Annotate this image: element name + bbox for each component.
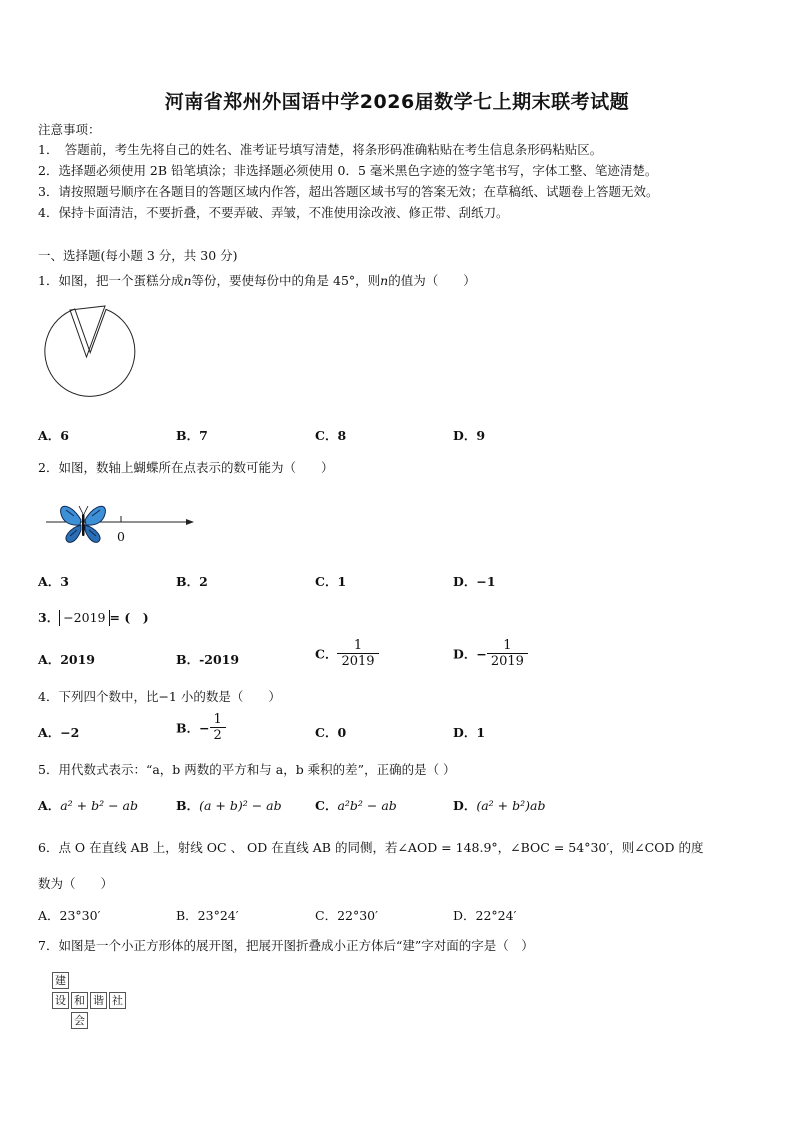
cake-figure (40, 300, 140, 405)
q6-option-a: A．23°30′ (38, 908, 101, 923)
q4-option-b: B．− $\frac{1}{2}$ (176, 712, 226, 743)
notice-heading: 注意事项： (38, 122, 101, 137)
question-3-stem: 3． −2019 = ( ) (38, 610, 149, 625)
question-6-stem-line-2: 数为（ ） (38, 876, 114, 891)
question-2-stem: 2．如图，数轴上蝴蝶所在点表示的数可能为（ ） (38, 460, 334, 475)
notice-item-4: 4．保持卡面清洁，不要折叠，不要弄破、弄皱，不准使用涂改液、修正带、刮纸刀。 (38, 205, 509, 220)
q2-option-b: B．2 (176, 574, 208, 589)
notice-item-3: 3．请按照题号顺序在各题目的答题区域内作答，超出答题区域书写的答案无效；在草稿纸、试题卷上答题无效。 (38, 184, 659, 199)
net-cell-xie: 谐 (90, 992, 107, 1009)
q5-option-c: C．a²b² − ab (315, 798, 397, 813)
net-cell-hui: 会 (71, 1012, 88, 1029)
section-heading: 一、选择题(每小题 3 分，共 30 分) (38, 248, 238, 263)
absolute-value-expression: −2019 (59, 610, 109, 626)
q2-option-a: A．3 (38, 574, 69, 589)
q4-option-c: C．0 (315, 725, 347, 740)
q3-option-b: B．-2019 (176, 652, 240, 667)
question-1-stem: 1．如图，把一个蛋糕分成n等份，要使每份中的角是 45°，则n的值为（ ） (38, 273, 476, 288)
page-title: 河南省郑州外国语中学2026届数学七上期末联考试题 (164, 91, 630, 113)
question-4-stem: 4．下列四个数中，比−1 小的数是（ ） (38, 689, 281, 704)
q5-option-d: D．(a² + b²)ab (453, 798, 546, 813)
q3-option-a: A．2019 (38, 652, 95, 667)
q1-option-b: B．7 (176, 428, 208, 443)
net-cell-jian: 建 (52, 972, 69, 989)
q1-option-d: D．9 (453, 428, 486, 443)
net-cell-she: 设 (52, 992, 69, 1009)
q1-option-c: C．8 (315, 428, 347, 443)
q3-option-c: C． $\frac{1}{2019}$ (315, 638, 379, 669)
q1-option-a: A．6 (38, 428, 69, 443)
question-5-stem: 5．用代数式表示：“a，b 两数的平方和与 a，b 乘积的差”，正确的是（ ） (38, 762, 456, 777)
notice-item-2: 2．选择题必须使用 2B 铅笔填涂；非选择题必须使用 0．5 毫米黑色字迹的签字笔书写，字体工整、笔迹清楚。 (38, 163, 658, 178)
q2-option-c: C．1 (315, 574, 347, 589)
q5-option-b: B．(a + b)² − ab (176, 798, 282, 813)
q4-option-a: A．−2 (38, 725, 80, 740)
number-line-zero-label: 0 (117, 529, 125, 544)
question-7-stem: 7．如图是一个小正方形体的展开图，把展开图折叠成小正方体后“建”字对面的字是（ ） (38, 938, 534, 953)
question-6-stem-line-1: 6．点 O 在直线 AB 上，射线 OC 、 OD 在直线 AB 的同侧，若∠AOD = 148.9°，∠BOC = 54°30′，则∠COD 的度 (38, 840, 704, 855)
net-cell-she2: 社 (109, 992, 126, 1009)
q6-option-c: C．22°30′ (315, 908, 378, 923)
cube-net-figure (52, 972, 132, 1032)
q2-option-d: D．−1 (453, 574, 496, 589)
q4-option-d: D．1 (453, 725, 486, 740)
butterfly-icon (61, 506, 106, 542)
notice-item-1: 1． 答题前，考生先将自己的姓名、准考证号填写清楚，将条形码准确粘贴在考生信息条形码粘贴区。 (38, 142, 603, 157)
q3-option-d: D．− $\frac{1}{2019}$ (453, 638, 528, 669)
net-cell-he: 和 (71, 992, 88, 1009)
q6-option-d: D．22°24′ (453, 908, 517, 923)
q6-option-b: B．23°24′ (176, 908, 239, 923)
q5-option-a: A．a² + b² − ab (38, 798, 138, 813)
